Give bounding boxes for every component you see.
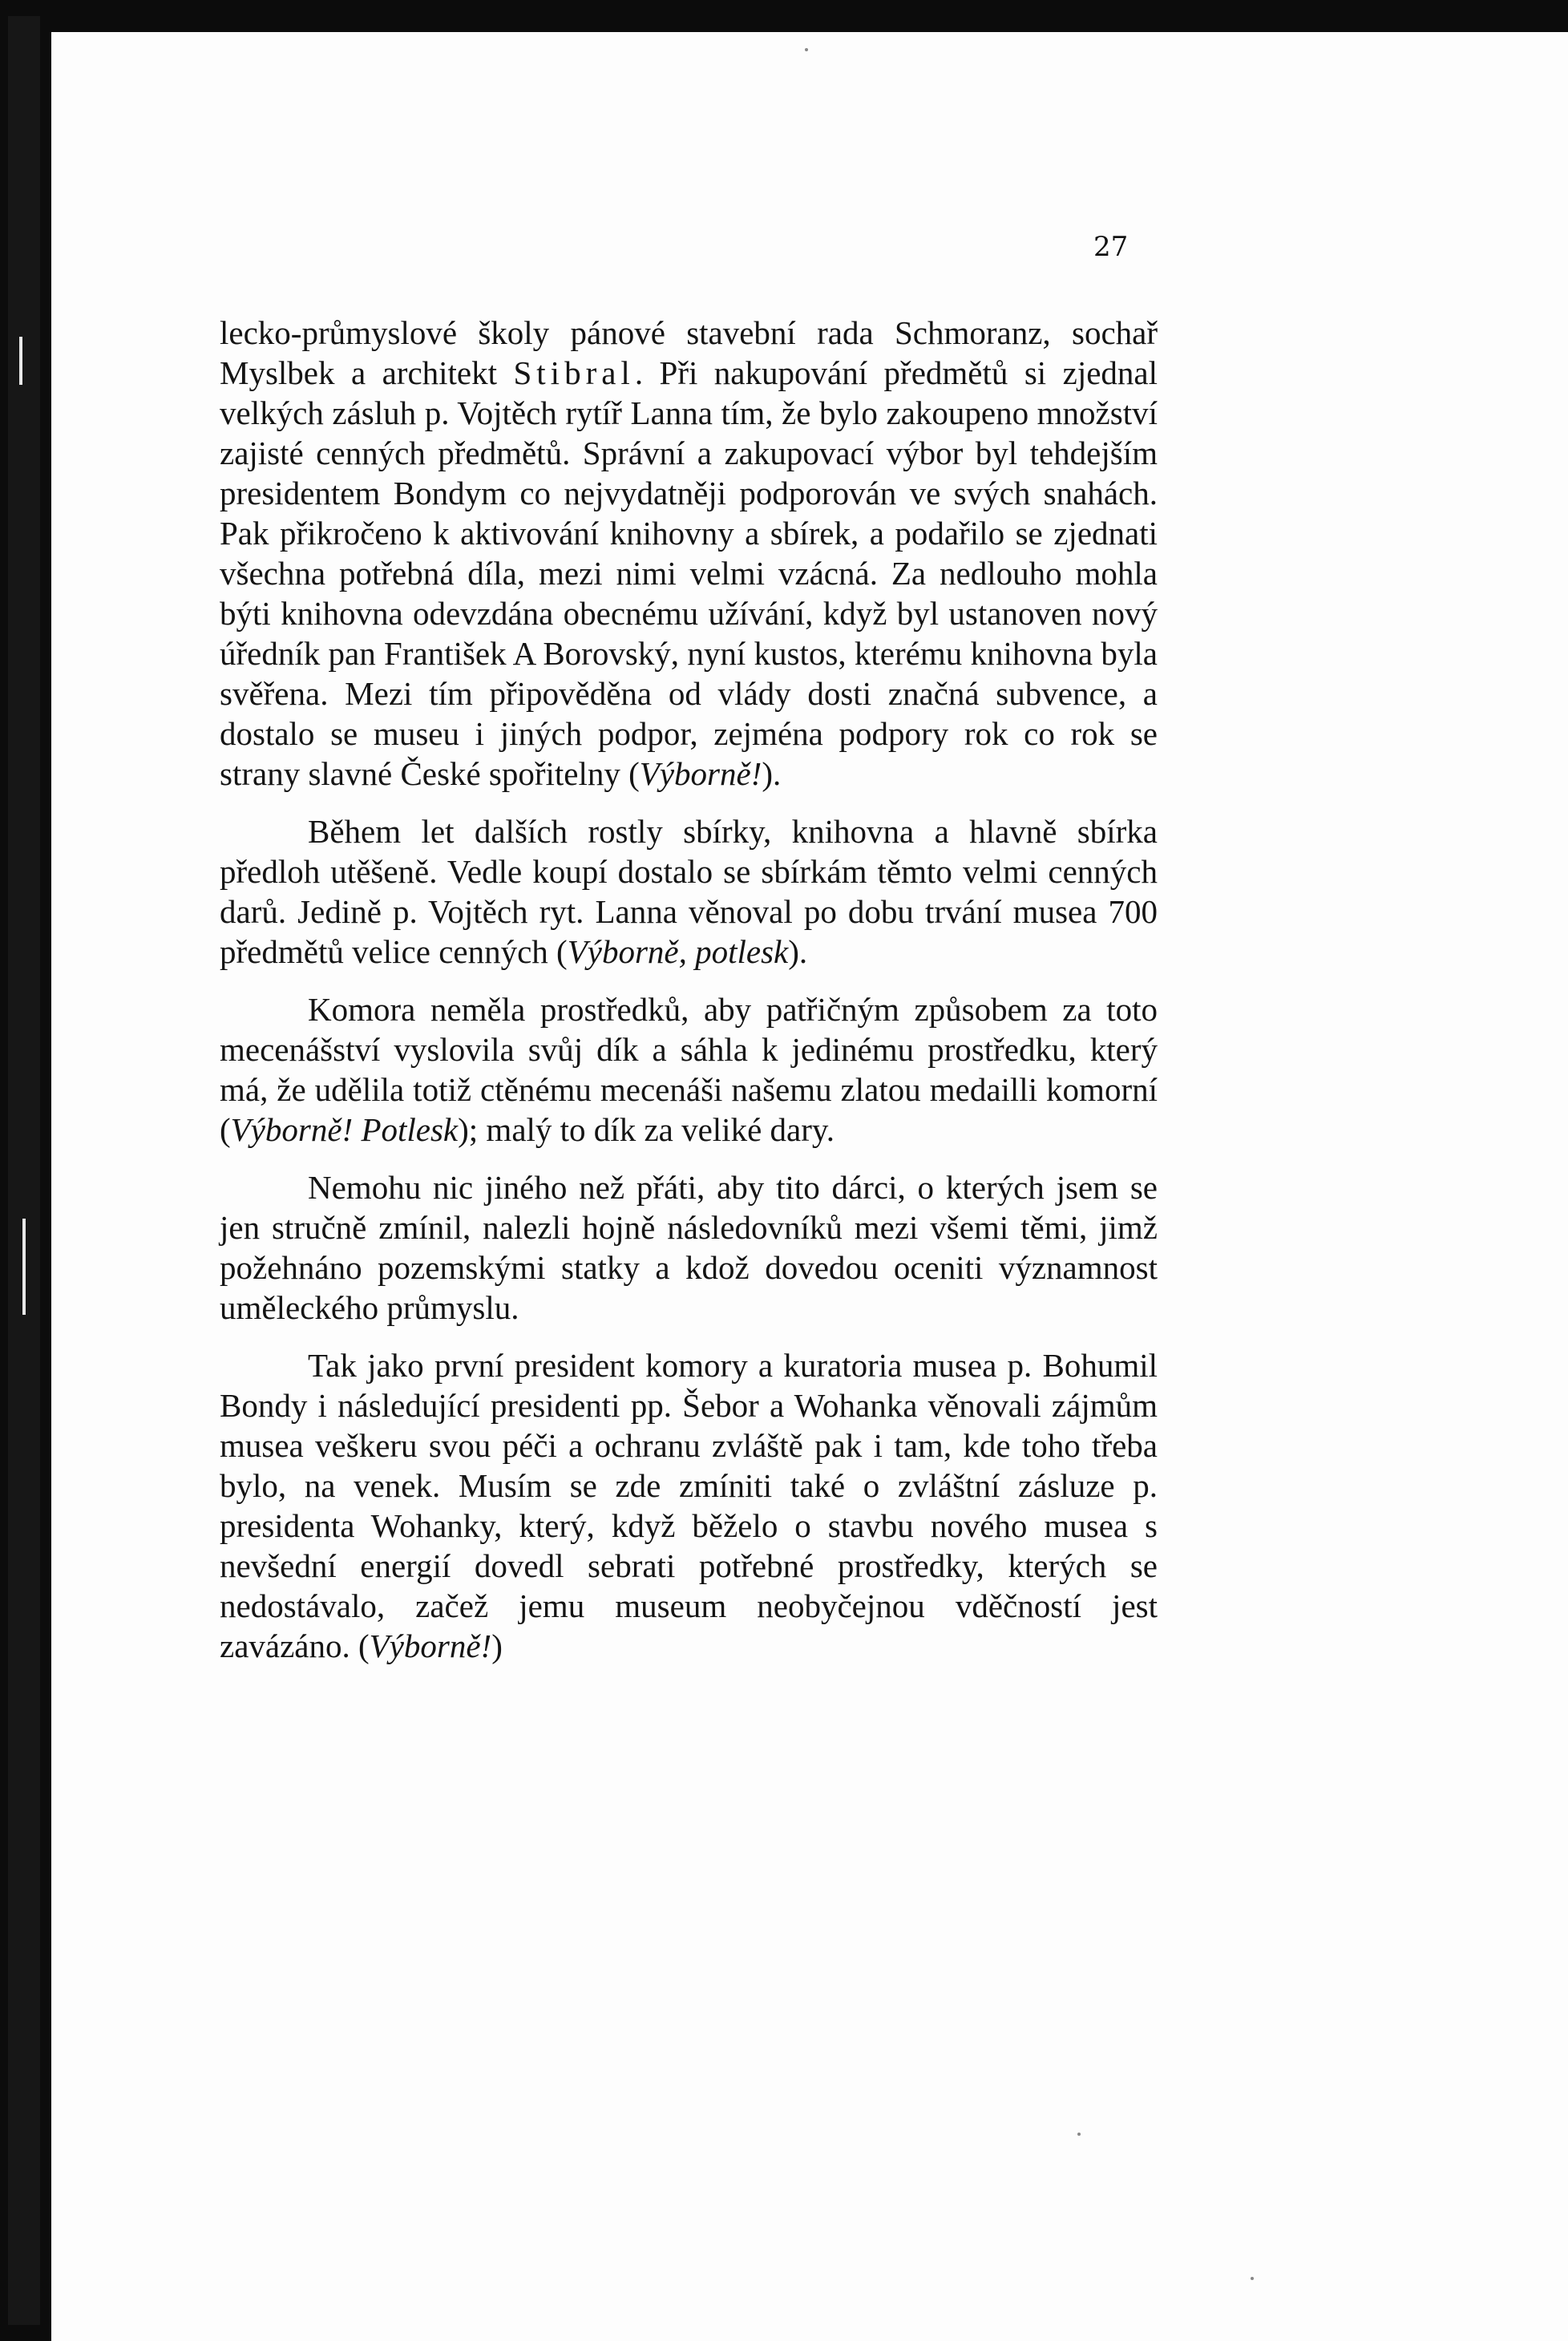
dust-speck — [1251, 2277, 1254, 2280]
text-run: ) — [491, 1627, 503, 1664]
body-text — [220, 313, 1158, 1684]
text-run: Komora neměla prostředků, aby patřičným způsobem za toto mecenášství vyslovila svůj dík a sáhla k jedinému prostředku, který má, že udělila totiž ctěnému mecenáši našemu zlatou medailli komorní ( — [220, 991, 1158, 1148]
text-run: ); malý to dík za veliké dary. — [458, 1111, 835, 1148]
interjection: Výborně! Potlesk — [230, 1111, 459, 1148]
text-run: . Při nakupování předmětů si zjednal velkých zásluh p. Vojtěch rytíř Lanna tím, že bylo zakoupeno množství zajisté cenných předmětů. Správní a zakupovací výbor byl tehdejším presidentem Bondym co nejvydatněji podporován ve svých snahách. Pak přikročeno k aktivování knihovny a sbírek, a podařilo se zjednati všechna potřebná díla, mezi nimi velmi vzácná. Za nedlouho mohla býti knihovna odevzdána obecnému užívání, když byl ustanoven nový úředník pan František A Borovský, nyní kustos, kterému knihovna byla svěřena. Mezi tím připověděna od vlády dosti značná subvence, a dostalo se museu i jiných podpor, zejména podpory rok co rok se strany slavné České spořitelny ( — [220, 354, 1158, 792]
dust-speck — [1077, 2133, 1081, 2136]
paragraph — [220, 1167, 1158, 1328]
page-number: 27 — [1093, 231, 1129, 263]
interjection: Výborně! — [369, 1627, 492, 1664]
interjection: Výborně, potlesk — [567, 933, 789, 970]
text-run: Nemohu nic jiného než přáti, aby tito dárci, o kterých jsem se jen stručně zmínil, nalezli hojně následovníků mezi všemi těmi, jimž požehnáno pozemskými statky a kdož dovedou oceniti významnost uměleckého průmyslu. — [220, 1169, 1158, 1326]
binding-edge — [8, 16, 40, 2325]
text-run: Během let dalších rostly sbírky, knihovna a hlavně sbírka předloh utěšeně. Vedle koupí dostalo se sbírkám těmto velmi cenných darů. Jedině p. Vojtěch ryt. Lanna věnoval po dobu trvání musea 700 předmětů velice cenných ( — [220, 813, 1158, 970]
emphasized-name: Stibral — [513, 354, 635, 391]
interjection: Výborně! — [639, 755, 762, 792]
paragraph — [220, 811, 1158, 972]
paragraph — [220, 989, 1158, 1150]
text-run: ). — [788, 933, 808, 970]
text-run: Tak jako první president komory a kuratoria musea p. Bohumil Bondy i následující presidenti pp. Šebor a Wohanka věnovali zájmům musea veškeru svou péči a ochranu zvláště pak i tam, kde toho třeba bylo, na venek. Musím se zde zmíniti také o zvláštní zásluze p. presidenta Wohanky, který, když běželo o stavbu nového musea s nevšední energií dovedl sebrati potřebné prostředky, kterých se nedostávalo, začež jemu museum neobyčejnou vděčností jest zavázáno. ( — [220, 1347, 1158, 1664]
edge-mark — [22, 1219, 26, 1315]
edge-mark — [19, 337, 22, 385]
text-run: lecko-průmyslové školy pánové stavební rada Schmoranz, sochař Myslbek a architekt — [220, 314, 1158, 391]
text-run: ). — [762, 755, 782, 792]
paragraph — [220, 1345, 1158, 1666]
paragraph — [220, 313, 1158, 794]
dust-speck — [805, 48, 808, 51]
